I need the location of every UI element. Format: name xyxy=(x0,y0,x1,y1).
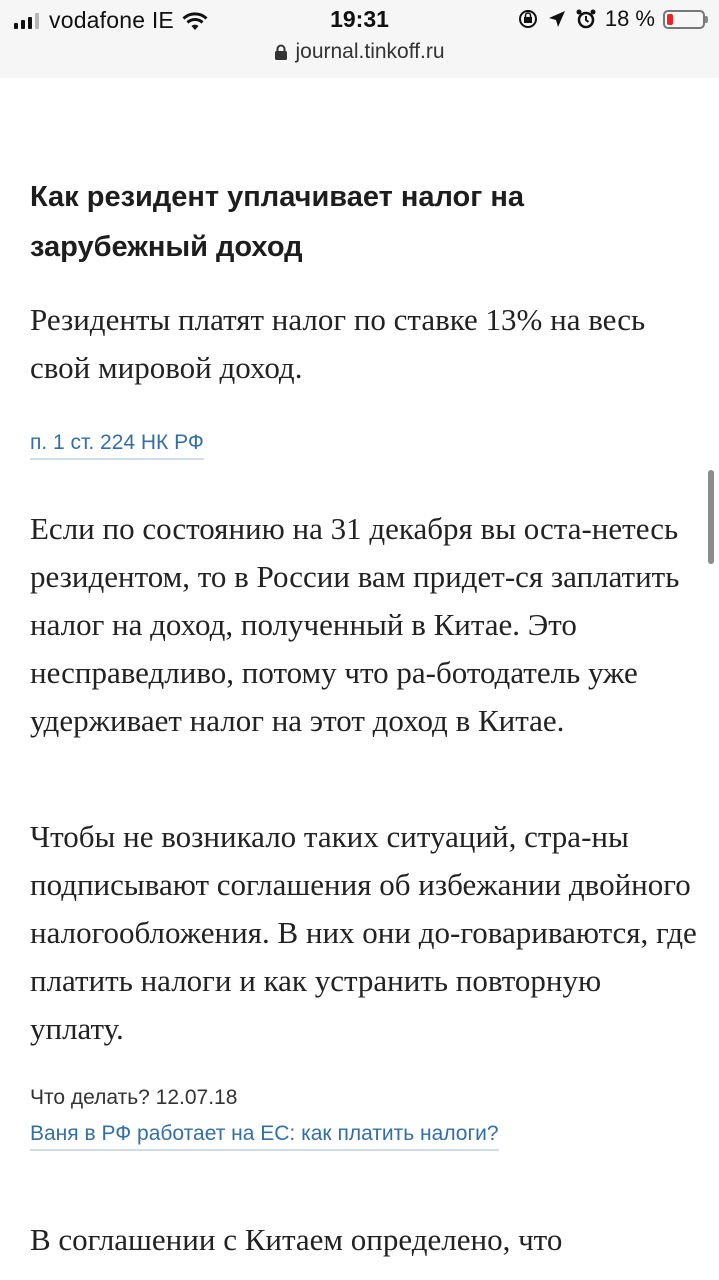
lock-icon xyxy=(274,44,288,61)
paragraph-double-tax-example: Если по состоянию на 31 декабря вы оста-нетесь резидентом, то в России вам придет-ся заплатить налог на доход, полученный в Китае. Это несправедливо, потому что ра-ботодатель уже удерживает налог на этот доход в Китае. xyxy=(30,511,680,738)
related-article-category: Что делать? 12.07.18 xyxy=(30,1086,238,1109)
paragraph-tax-agreements: Чтобы не возникало таких ситуаций, стра-ны подписывают соглашения об избежании двойного налогообложения. В них они до-говариваются, где платить налоги и как устранить повторную уплату. xyxy=(30,819,697,1046)
battery-percent: 18 % xyxy=(604,6,655,31)
related-article-link[interactable]: Ваня в РФ работает на ЕС: как платить налоги? xyxy=(30,1122,499,1151)
scrollbar[interactable] xyxy=(708,470,714,564)
carrier-label: vodafone IE xyxy=(49,7,174,33)
url-text: journal.tinkoff.ru xyxy=(295,40,445,63)
paragraph-resident-rate: Резиденты платят налог по ставке 13% на весь свой мировой доход. xyxy=(30,302,646,385)
section-heading: Как резидент уплачивает налог на зарубежный доход xyxy=(30,181,525,263)
law-reference-link[interactable]: п. 1 ст. 224 НК РФ xyxy=(30,431,204,460)
url-bar[interactable] xyxy=(0,40,719,64)
paragraph-china-agreement: В соглашении с Китаем определено, что xyxy=(30,1222,563,1257)
status-bar xyxy=(0,0,719,78)
alarm-icon xyxy=(575,8,597,30)
location-icon xyxy=(547,9,567,29)
orientation-lock-icon xyxy=(517,8,539,30)
clock: 19:31 xyxy=(330,6,389,32)
status-right xyxy=(517,6,705,32)
battery-icon xyxy=(663,10,705,29)
